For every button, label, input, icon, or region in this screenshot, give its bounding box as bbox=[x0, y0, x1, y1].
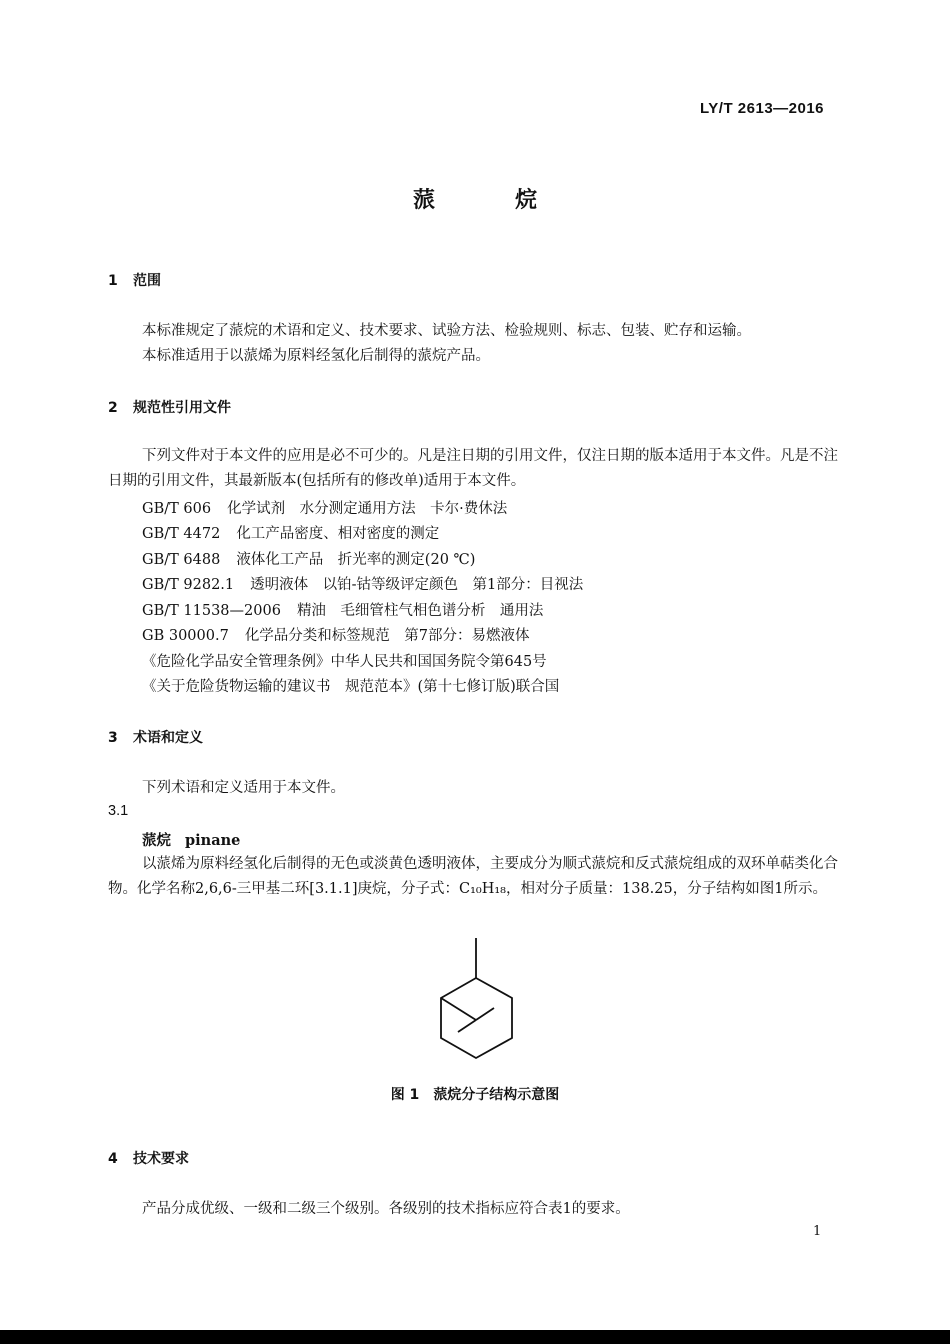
bridge-bond-3 bbox=[458, 1020, 476, 1032]
reference-title: 化学试剂 水分测定通用方法 卡尔·费休法 bbox=[227, 501, 508, 517]
section-number: 3 bbox=[108, 730, 118, 746]
page-number: 1 bbox=[813, 1224, 822, 1239]
figure-1-caption bbox=[0, 1084, 950, 1104]
reference-title: 化工产品密度、相对密度的测定 bbox=[236, 526, 440, 542]
hexagon-ring bbox=[441, 978, 512, 1058]
reference-title: 化学品分类和标签规范 第7部分：易燃液体 bbox=[244, 628, 530, 644]
clause-number: 3.1 bbox=[108, 803, 129, 819]
section-4-heading bbox=[108, 1148, 189, 1168]
reference-code: GB 30000.7 bbox=[142, 628, 229, 644]
scope-paragraph-1: 本标准规定了蒎烷的术语和定义、技术要求、试验方法、检验规则、标志、包装、贮存和运输。 bbox=[142, 323, 751, 339]
figure-label: 图 1 bbox=[390, 1087, 420, 1103]
term-english: pinane bbox=[185, 832, 241, 849]
reference-code: GB/T 11538—2006 bbox=[142, 603, 281, 619]
section-title: 规范性引用文件 bbox=[133, 400, 231, 416]
reference-code: GB/T 9282.1 bbox=[142, 577, 235, 593]
section-number: 1 bbox=[108, 273, 118, 289]
reference-title: 精油 毛细管柱气相色谱分析 通用法 bbox=[296, 603, 544, 619]
reference-item bbox=[142, 497, 507, 518]
reference-item bbox=[142, 624, 530, 645]
reference-item bbox=[142, 548, 475, 569]
reference-regulation-2: 《关于危险货物运输的建议书 规范范本》(第十七修订版)联合国 bbox=[142, 679, 560, 695]
title-char-1: 蒎 bbox=[412, 188, 435, 213]
term-chinese: 蒎烷 bbox=[142, 832, 171, 849]
standard-number: LY/T 2613—2016 bbox=[700, 100, 825, 117]
reference-item bbox=[142, 573, 583, 594]
scope-paragraph-2: 本标准适用于以蒎烯为原料经氢化后制得的蒎烷产品。 bbox=[142, 348, 490, 364]
document-title bbox=[0, 183, 950, 214]
reference-item bbox=[142, 599, 543, 620]
section-title: 术语和定义 bbox=[133, 730, 203, 746]
terms-intro: 下列术语和定义适用于本文件。 bbox=[142, 780, 345, 796]
section-1-heading bbox=[108, 270, 161, 290]
reference-title: 液体化工产品 折光率的测定(20 ℃) bbox=[236, 552, 476, 568]
bridge-bond-2 bbox=[476, 1008, 494, 1020]
bottom-bar bbox=[0, 1330, 950, 1344]
section-number: 2 bbox=[108, 400, 118, 416]
figure-caption-text: 蒎烷分子结构示意图 bbox=[433, 1087, 560, 1103]
section-2-heading bbox=[108, 397, 231, 417]
section-title: 技术要求 bbox=[133, 1151, 189, 1167]
reference-regulation-1: 《危险化学品安全管理条例》中华人民共和国国务院令第645号 bbox=[142, 654, 547, 670]
reference-code: GB/T 4472 bbox=[142, 526, 221, 542]
reference-code: GB/T 6488 bbox=[142, 552, 221, 568]
references-intro: 下列文件对于本文件的应用是必不可少的。凡是注日期的引用文件，仅注日期的版本适用于本文件。凡是不注日期的引用文件，其最新版本(包括所有的修改单)适用于本文件。 bbox=[108, 448, 838, 489]
term-entry bbox=[142, 829, 240, 850]
section-3-heading bbox=[108, 727, 203, 747]
reference-code: GB/T 606 bbox=[142, 501, 212, 517]
pinane-structure-diagram bbox=[436, 934, 516, 1060]
bridge-bond-1 bbox=[441, 998, 476, 1020]
term-definition: 以蒎烯为原料经氢化后制得的无色或淡黄色透明液体，主要成分为顺式蒎烷和反式蒎烷组成的双环单萜类化合物。化学名称2,6,6-三甲基二环[3.1.1]庚烷，分子式：C₁₀H₁₈，相对分子质量：138.25，分子结构如图1所示。 bbox=[108, 856, 838, 897]
section-number: 4 bbox=[108, 1151, 118, 1167]
section-title: 范围 bbox=[133, 273, 161, 289]
reference-item bbox=[142, 522, 439, 543]
reference-title: 透明液体 以铂-钴等级评定颜色 第1部分：目视法 bbox=[250, 577, 584, 593]
technical-requirements-text: 产品分成优级、一级和二级三个级别。各级别的技术指标应符合表1的要求。 bbox=[142, 1201, 630, 1217]
title-char-2: 烷 bbox=[515, 188, 538, 213]
